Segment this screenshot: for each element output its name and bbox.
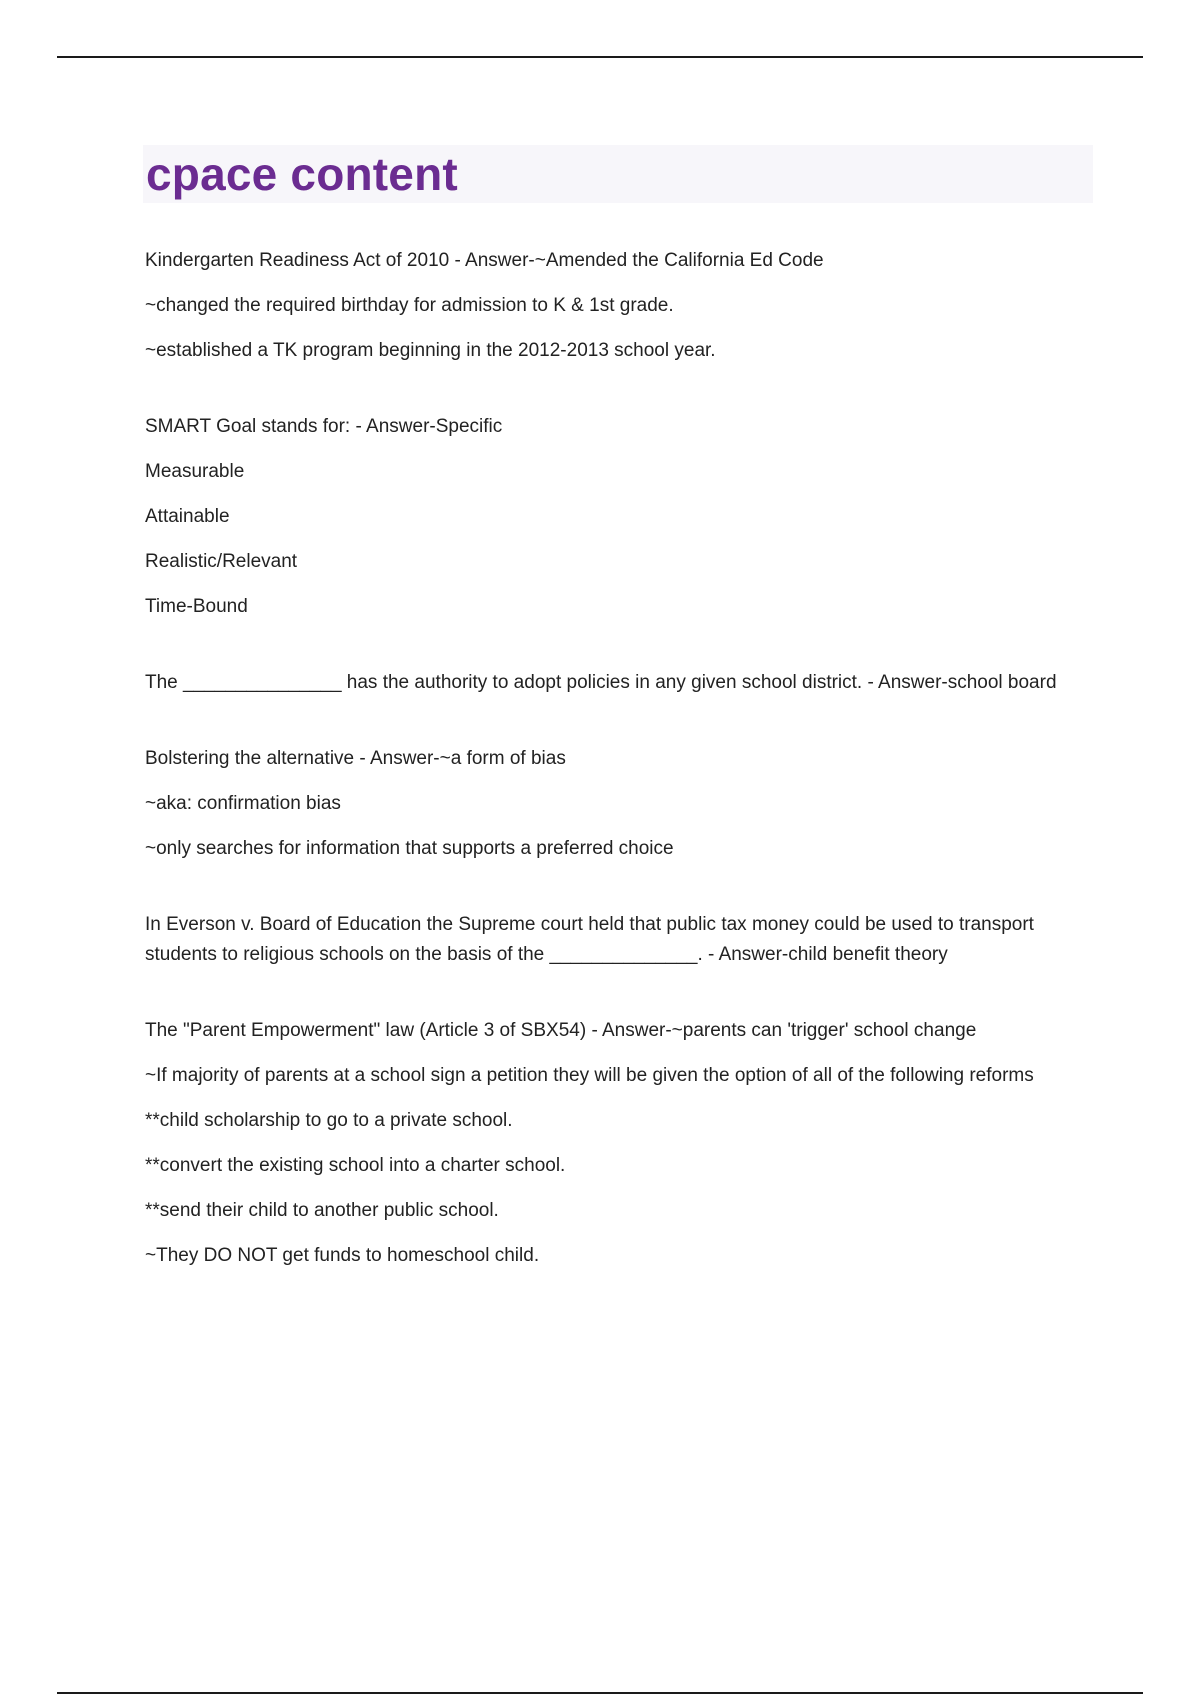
top-divider <box>57 56 1143 58</box>
card-line: ~only searches for information that supports a preferred choice <box>145 838 674 859</box>
card-line: Bolstering the alternative - Answer-~a form of bias <box>145 748 566 769</box>
card-line: ~aka: confirmation bias <box>145 793 341 814</box>
document-title: cpace content <box>146 148 458 200</box>
document-body <box>145 246 1095 1317</box>
card-line: SMART Goal stands for: - Answer-Specific <box>145 416 503 437</box>
card-line: Kindergarten Readiness Act of 2010 - Answer-~Amended the California Ed Code <box>145 250 824 271</box>
card-line: The _______________ has the authority to adopt policies in any given school district. - Answer-school board <box>145 672 1057 693</box>
card-line: Realistic/Relevant <box>145 551 298 572</box>
card-line: In Everson v. Board of Education the Supreme court held that public tax money could be used to transport students to religious schools on the basis of the ______________. - Answer-child benefit theory <box>145 914 1034 965</box>
card-line: Attainable <box>145 506 230 527</box>
flashcard-school-board <box>145 668 1095 698</box>
card-line: ~established a TK program beginning in the 2012-2013 school year. <box>145 340 716 361</box>
flashcard-everson-v-board <box>145 910 1095 970</box>
card-line: Measurable <box>145 461 245 482</box>
card-line: Time-Bound <box>145 596 248 617</box>
card-line: ~If majority of parents at a school sign a petition they will be given the option of all of the following reforms <box>145 1065 1034 1086</box>
card-line: The "Parent Empowerment" law (Article 3 of SBX54) - Answer-~parents can 'trigger' school change <box>145 1020 977 1041</box>
flashcard-parent-empowerment <box>145 1016 1095 1271</box>
card-line: **convert the existing school into a charter school. <box>145 1155 566 1176</box>
card-line: **child scholarship to go to a private school. <box>145 1110 513 1131</box>
flashcard-kindergarten-readiness <box>145 246 1095 366</box>
flashcard-smart-goal <box>145 412 1095 622</box>
card-line: ~They DO NOT get funds to homeschool child. <box>145 1245 540 1266</box>
bottom-divider <box>57 1692 1143 1694</box>
card-line: ~changed the required birthday for admission to K & 1st grade. <box>145 295 674 316</box>
flashcard-bolstering-alternative <box>145 744 1095 864</box>
card-line: **send their child to another public school. <box>145 1200 499 1221</box>
